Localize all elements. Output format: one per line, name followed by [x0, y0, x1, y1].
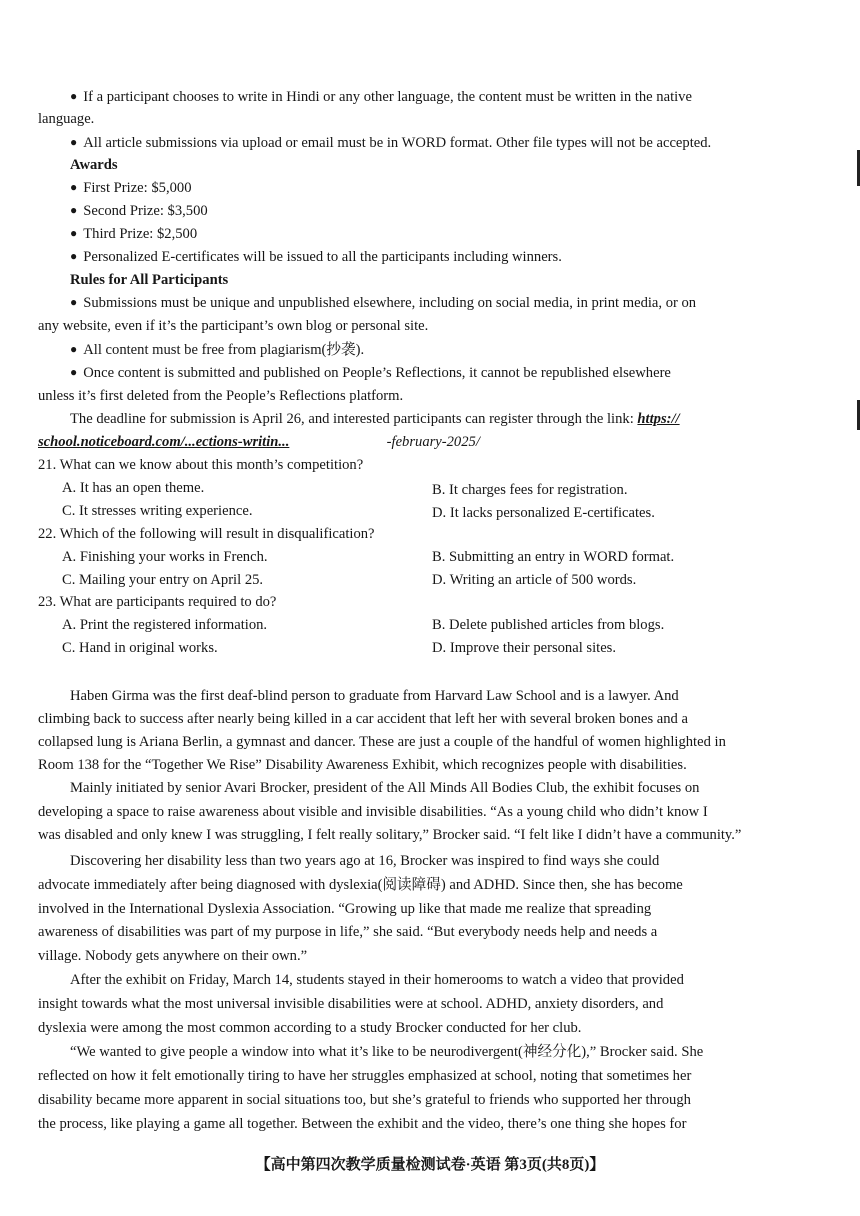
passage-line: climbing back to success after nearly being killed in a car accident that left her with several broken bones and a — [38, 711, 688, 727]
passage-line: dyslexia were among the most common according to a study Brocker conducted for her club. — [38, 1020, 582, 1036]
award-second: ● Second Prize: $3,500 — [70, 201, 208, 221]
passage-line: After the exhibit on Friday, March 14, students stayed in their homerooms to watch a video that provided — [70, 972, 684, 988]
q22-option-d[interactable]: D. Writing an article of 500 words. — [432, 572, 637, 588]
passage-line: insight towards what the most universal invisible disabilities were at school. ADHD, anxiety disorders, and — [38, 996, 664, 1012]
q21-option-c[interactable]: C. It stresses writing experience. — [62, 503, 253, 519]
question-23: 23. What are participants required to do? — [38, 594, 277, 610]
rule-unique: ● Submissions must be unique and unpublished elsewhere, including on social media, in print media, or on — [70, 293, 696, 313]
passage-line: awareness of disabilities was part of my purpose in life,” she said. “But everybody needs help and needs a — [38, 924, 658, 940]
passage-line: was disabled and only knew I was struggling, I felt really solitary,” Brocker said. “I felt like I didn’t have a community.” — [38, 827, 742, 843]
rule-republish: ● Once content is submitted and published on People’s Reflections, it cannot be republished elsewhere — [70, 363, 671, 383]
award-certificates: ● Personalized E-certificates will be issued to all the participants including winners. — [70, 247, 562, 267]
q23-option-a[interactable]: A. Print the registered information. — [62, 617, 268, 633]
deadline-text — [70, 409, 680, 429]
passage-line: “We wanted to give people a window into what it’s like to be neurodivergent(神经分化),” Brocker said. She — [70, 1044, 704, 1060]
passage-line: Room 138 for the “Together We Rise” Disability Awareness Exhibit, which recognizes people with disabilities. — [38, 757, 687, 773]
q23-option-c[interactable]: C. Hand in original works. — [62, 640, 218, 656]
rule-plagiarism: ● All content must be free from plagiarism(抄袭). — [70, 340, 364, 360]
q21-option-d[interactable]: D. It lacks personalized E-certificates. — [432, 505, 655, 521]
q22-option-b[interactable]: B. Submitting an entry in WORD format. — [432, 549, 675, 565]
register-link-cont — [38, 432, 480, 452]
register-link[interactable]: https:// — [637, 411, 680, 427]
question-22: 22. Which of the following will result in disqualification? — [38, 526, 375, 542]
passage-line: Haben Girma was the first deaf-blind person to graduate from Harvard Law School and is a lawyer. And — [70, 688, 679, 704]
passage-line: Discovering her disability less than two years ago at 16, Brocker was inspired to find ways she could — [70, 853, 660, 869]
rule-unique-cont: any website, even if it’s the participant’s own blog or personal site. — [38, 318, 429, 334]
passage-line: collapsed lung is Ariana Berlin, a gymnast and dancer. These are just a couple of the handful of women highlighted in — [38, 734, 726, 750]
passage-line: Mainly initiated by senior Avari Brocker, president of the All Minds All Bodies Club, the exhibit focuses on — [70, 780, 700, 796]
passage-line: village. Nobody gets anywhere on their own.” — [38, 948, 308, 964]
award-third: ● Third Prize: $2,500 — [70, 224, 197, 244]
passage-line: advocate immediately after being diagnosed with dyslexia(阅读障碍) and ADHD. Since then, she has become — [38, 877, 683, 893]
passage-line: disability became more apparent in social situations too, but she’s grateful to friends who supported her through — [38, 1092, 691, 1108]
rule-language: ● If a participant chooses to write in Hindi or any other language, the content must be written in the native — [70, 87, 692, 107]
deadline-sentence: The deadline for submission is April 26, and interested participants can register through the link: — [70, 411, 634, 427]
q23-option-d[interactable]: D. Improve their personal sites. — [432, 640, 616, 656]
rule-word-format: ● All article submissions via upload or email must be in WORD format. Other file types will not be accepted. — [70, 133, 711, 153]
q22-option-a[interactable]: A. Finishing your works in French. — [62, 549, 268, 565]
q23-option-b[interactable]: B. Delete published articles from blogs. — [432, 617, 665, 633]
q21-option-a[interactable]: A. It has an open theme. — [62, 480, 205, 496]
register-link-part[interactable]: school.noticeboard.com/...ections-writin... — [38, 434, 290, 450]
register-link-end[interactable]: -february-2025/ — [386, 434, 480, 450]
passage-line: reflected on how it felt emotionally tiring to have her struggles emphasized at school, noting that sometimes her — [38, 1068, 692, 1084]
passage-line: developing a space to raise awareness about visible and invisible disabilities. “As a young child who didn’t know I — [38, 804, 708, 820]
rule-republish-cont: unless it’s first deleted from the People’s Reflections platform. — [38, 388, 404, 404]
rule-language-cont: language. — [38, 111, 95, 127]
page-footer: 【高中第四次教学质量检测试卷·英语 第3页(共8页)】 — [255, 1157, 605, 1173]
all-rules-heading: Rules for All Participants — [70, 272, 229, 288]
awards-heading: Awards — [70, 157, 118, 173]
q22-option-c[interactable]: C. Mailing your entry on April 25. — [62, 572, 264, 588]
question-21: 21. What can we know about this month’s competition? — [38, 457, 364, 473]
q21-option-b[interactable]: B. It charges fees for registration. — [432, 482, 628, 498]
passage-line: the process, like playing a game all together. Between the exhibit and the video, there’s one thing she hopes for — [38, 1116, 687, 1132]
award-first: ● First Prize: $5,000 — [70, 178, 192, 198]
passage-line: involved in the International Dyslexia Association. “Growing up like that made me realize that spreading — [38, 901, 652, 917]
